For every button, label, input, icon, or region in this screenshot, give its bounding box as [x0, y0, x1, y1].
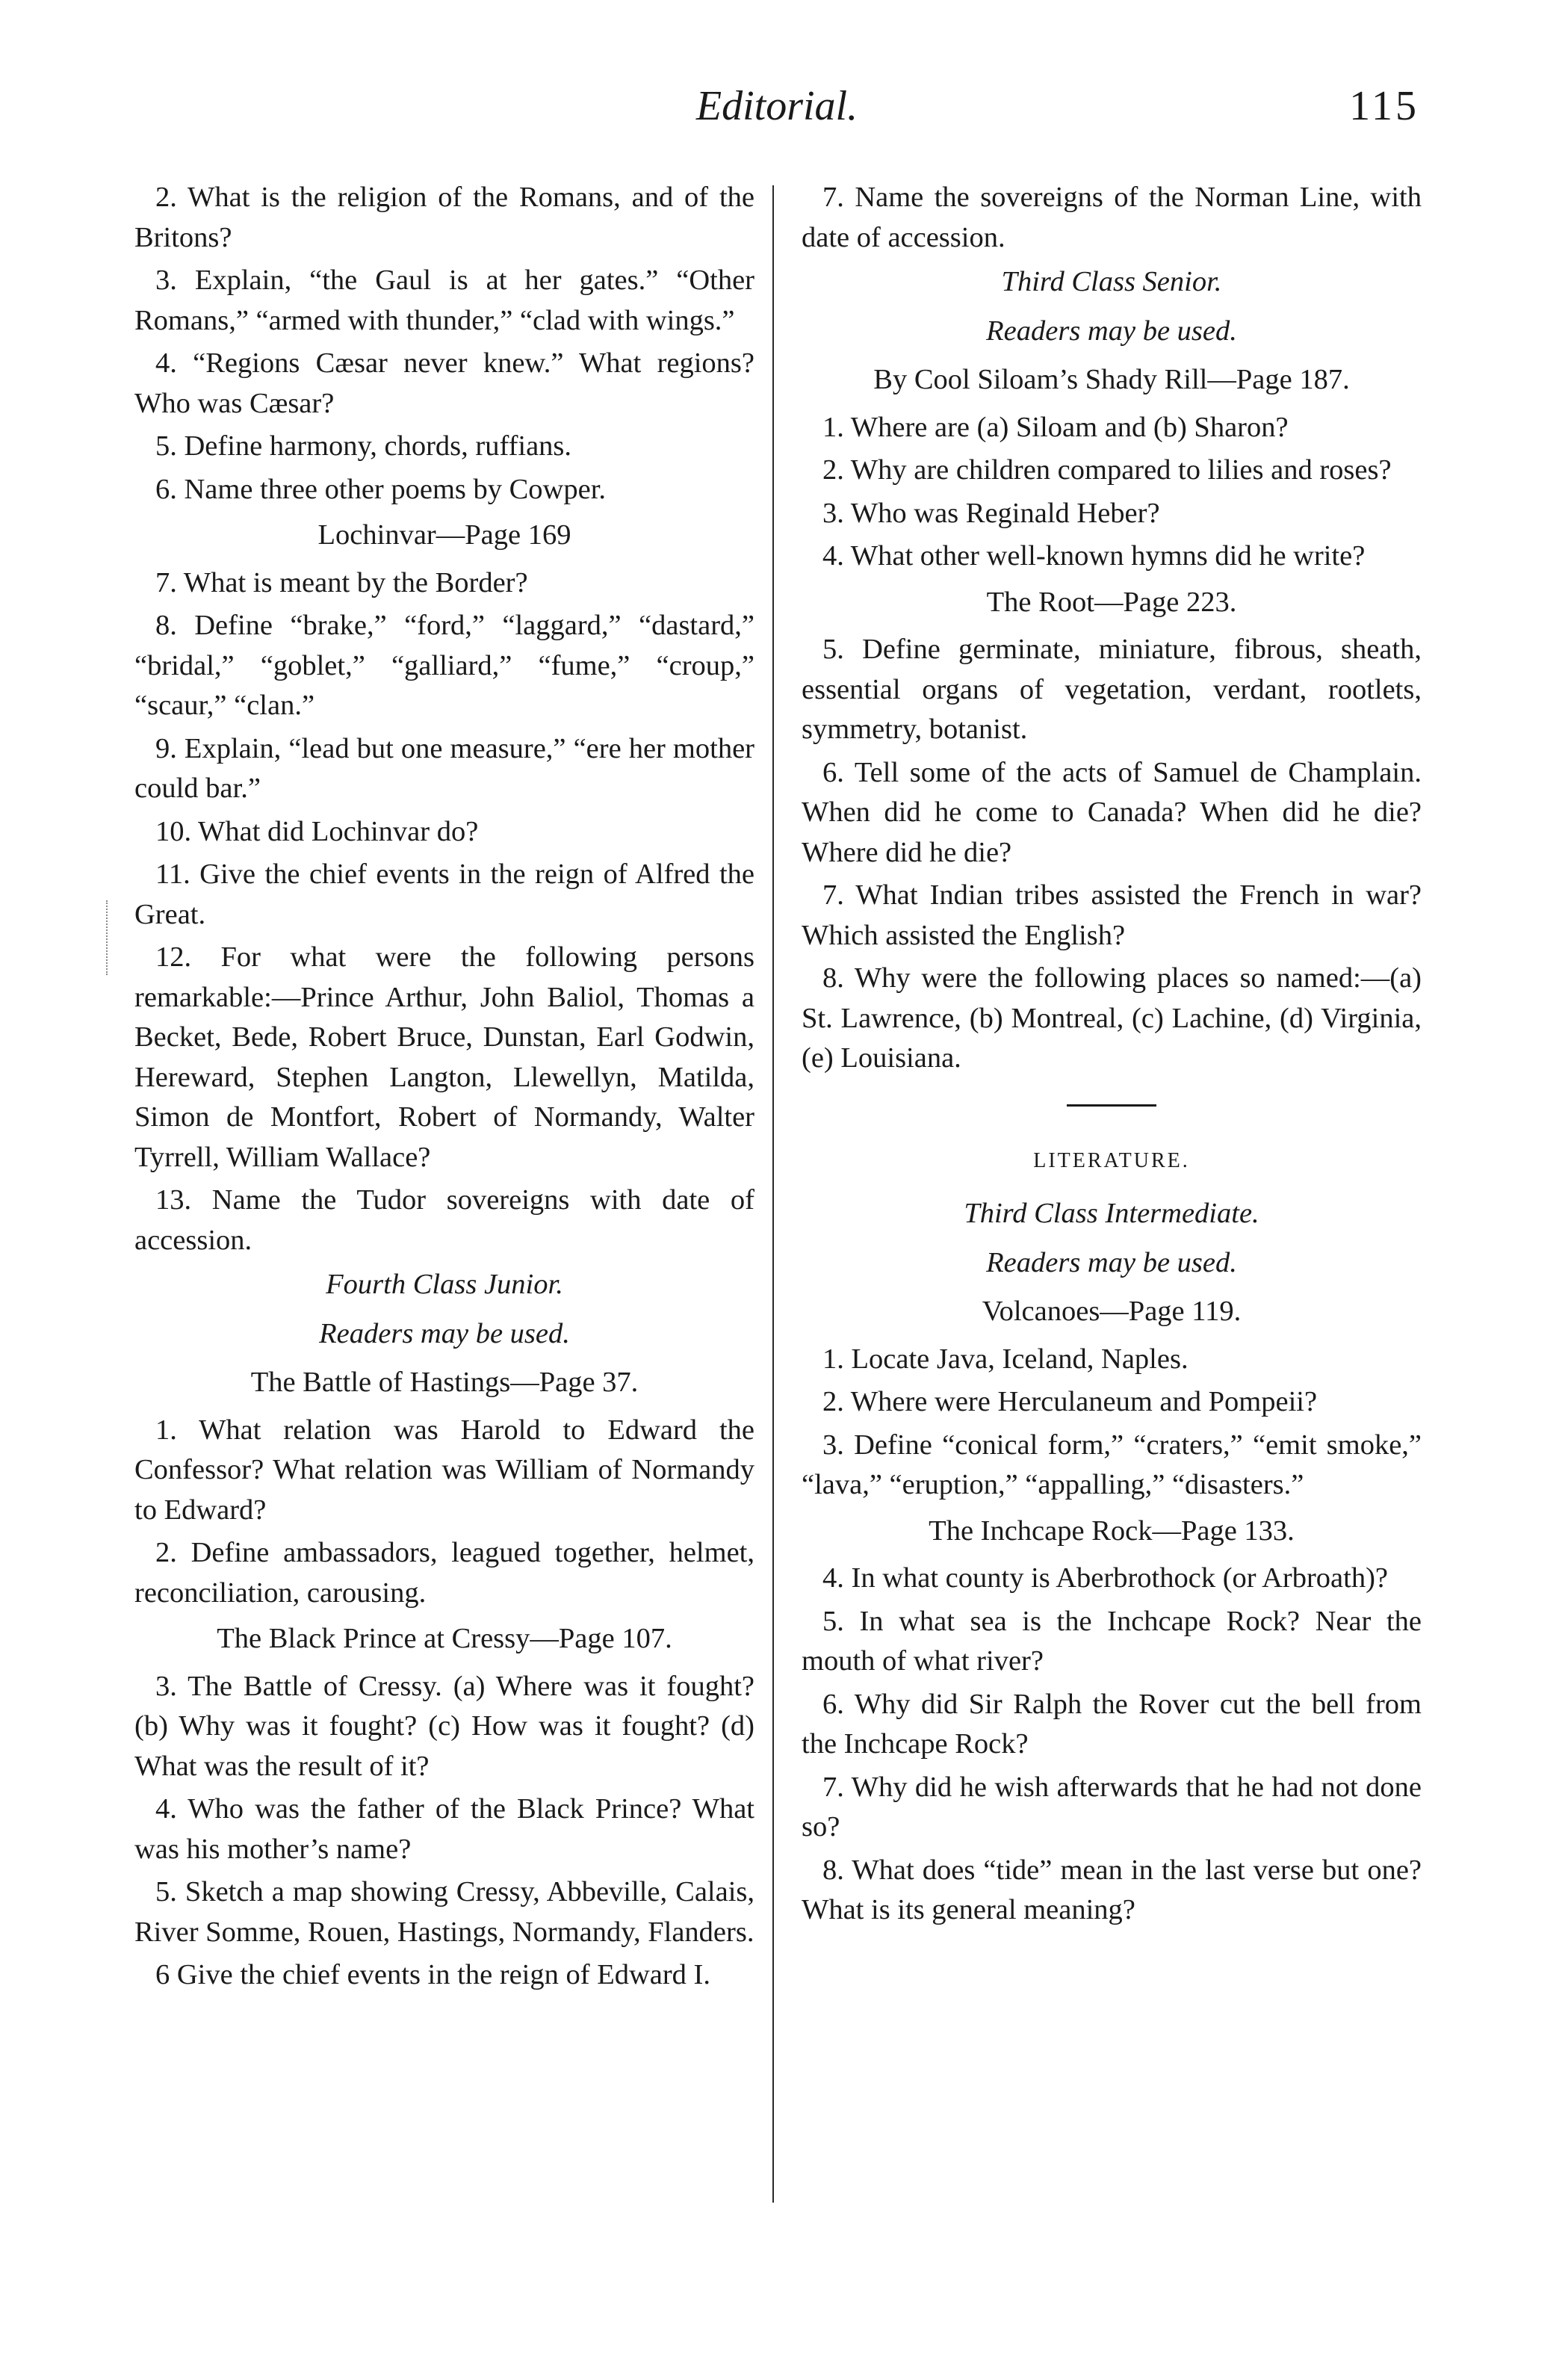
question-paragraph: 9. Explain, “lead but one measure,” “ere her mother could bar.” — [134, 732, 754, 804]
lesson-heading: Lochinvar—Page 169 — [317, 519, 571, 551]
lesson-heading: The Root—Page 223. — [986, 586, 1237, 618]
question-paragraph: 8. Why were the following places so named:—(a) St. Lawrence, (b) Montreal, (c) Lachine, (d) Virginia, (e) Louisiana. — [802, 962, 1422, 1074]
question-paragraph: 4. What other well-known hymns did he write? — [822, 540, 1366, 572]
section-divider — [1067, 1104, 1156, 1107]
question-paragraph: 5. Define germinate, miniature, fibrous, sheath, essential organs of vegetation, verdant, rootlets, symmetry, botanist. — [802, 634, 1422, 745]
question-paragraph: 2. Where were Herculaneum and Pompeii? — [822, 1386, 1318, 1417]
class-subheading: Fourth Class Junior. — [326, 1269, 563, 1300]
class-subheading: Third Class Senior. — [1001, 266, 1222, 297]
question-paragraph: 6. Name three other poems by Cowper. — [155, 473, 607, 505]
left-column — [134, 178, 754, 1999]
question-paragraph: 6. Tell some of the acts of Samuel de Champlain. When did he come to Canada? When did he die? Where did he die? — [802, 756, 1422, 868]
question-paragraph: 11. Give the chief events in the reign of Alfred the Great. — [134, 858, 754, 930]
question-paragraph: 13. Name the Tudor sovereigns with date of accession. — [134, 1184, 754, 1256]
class-subheading: Readers may be used. — [319, 1317, 570, 1349]
column-rule — [772, 185, 774, 2203]
question-paragraph: 6 Give the chief events in the reign of Edward I. — [155, 1959, 711, 1990]
section-heading: LITERATURE. — [1033, 1148, 1190, 1172]
lesson-heading: Volcanoes—Page 119. — [982, 1296, 1242, 1327]
question-paragraph: 1. Locate Java, Iceland, Naples. — [822, 1343, 1189, 1375]
right-column — [802, 178, 1422, 1934]
running-title: Editorial. — [695, 83, 858, 129]
margin-mark — [106, 900, 108, 975]
question-paragraph: 8. What does “tide” mean in the last verse but one? What is its general meaning? — [802, 1854, 1422, 1925]
question-paragraph: 4. Who was the father of the Black Prince? What was his mother’s name? — [134, 1793, 754, 1865]
question-paragraph: 4. In what county is Aberbrothock (or Arbroath)? — [822, 1562, 1388, 1594]
question-paragraph: 8. Define “brake,” “ford,” “laggard,” “dastard,” “bridal,” “goblet,” “galliard,” “fume,” “croup,” “scaur,” “clan.” — [134, 610, 754, 721]
question-paragraph: 2. What is the religion of the Romans, and of the Britons? — [134, 182, 754, 253]
question-paragraph: 3. Define “conical form,” “craters,” “emit smoke,” “lava,” “eruption,” “appalling,” “disasters.” — [802, 1429, 1422, 1500]
question-paragraph: 7. Name the sovereigns of the Norman Line, with date of accession. — [802, 182, 1422, 253]
question-paragraph: 5. Define harmony, chords, ruffians. — [155, 430, 572, 462]
lesson-heading: The Black Prince at Cressy—Page 107. — [217, 1623, 672, 1654]
question-paragraph: 7. What is meant by the Border? — [155, 566, 528, 598]
question-paragraph: 12. For what were the following persons remarkable:—Prince Arthur, John Baliol, Thomas a Becket, Bede, Robert Bruce, Dunstan, Earl Godwin, Hereward, Stephen Langton, Llewellyn, Matilda, Simon de Montfort, Robert of Normandy, Walter Tyrrell, William Wallace? — [134, 941, 754, 1173]
question-paragraph: 7. What Indian tribes assisted the French in war? Which assisted the English? — [802, 879, 1422, 951]
question-paragraph: 10. What did Lochinvar do? — [155, 815, 479, 847]
question-paragraph: 2. Define ambassadors, leagued together, helmet, reconciliation, carousing. — [134, 1537, 754, 1609]
class-subheading: Readers may be used. — [986, 315, 1237, 347]
question-paragraph: 6. Why did Sir Ralph the Rover cut the bell from the Inchcape Rock? — [802, 1688, 1422, 1760]
question-paragraph: 1. What relation was Harold to Edward the Confessor? What relation was William of Normandy to Edward? — [134, 1414, 754, 1526]
question-paragraph: 1. Where are (a) Siloam and (b) Sharon? — [822, 411, 1289, 443]
question-paragraph: 7. Why did he wish afterwards that he had not done so? — [802, 1771, 1422, 1842]
question-paragraph: 4. “Regions Cæsar never knew.” What regions? Who was Cæsar? — [134, 347, 754, 419]
question-paragraph: 3. Explain, “the Gaul is at her gates.” “Other Romans,” “armed with thunder,” “clad with wings.” — [134, 264, 754, 336]
question-paragraph: 2. Why are children compared to lilies and roses? — [822, 454, 1392, 486]
question-paragraph: 5. Sketch a map showing Cressy, Abbeville, Calais, River Somme, Rouen, Hastings, Normandy, Flanders. — [134, 1876, 754, 1948]
class-subheading: Third Class Intermediate. — [964, 1198, 1259, 1229]
question-paragraph: 3. The Battle of Cressy. (a) Where was it fought? (b) Why was it fought? (c) How was it fought? (d) What was the result of it? — [134, 1670, 754, 1782]
question-paragraph: 3. Who was Reginald Heber? — [822, 497, 1160, 529]
question-paragraph: 5. In what sea is the Inchcape Rock? Near the mouth of what river? — [802, 1605, 1422, 1677]
class-subheading: Readers may be used. — [986, 1246, 1237, 1278]
lesson-heading: The Inchcape Rock—Page 133. — [929, 1514, 1295, 1547]
lesson-heading: The Battle of Hastings—Page 37. — [250, 1367, 639, 1398]
page-number: 115 — [1349, 83, 1419, 129]
lesson-heading: By Cool Siloam’s Shady Rill—Page 187. — [873, 364, 1350, 395]
running-head — [134, 82, 1419, 142]
